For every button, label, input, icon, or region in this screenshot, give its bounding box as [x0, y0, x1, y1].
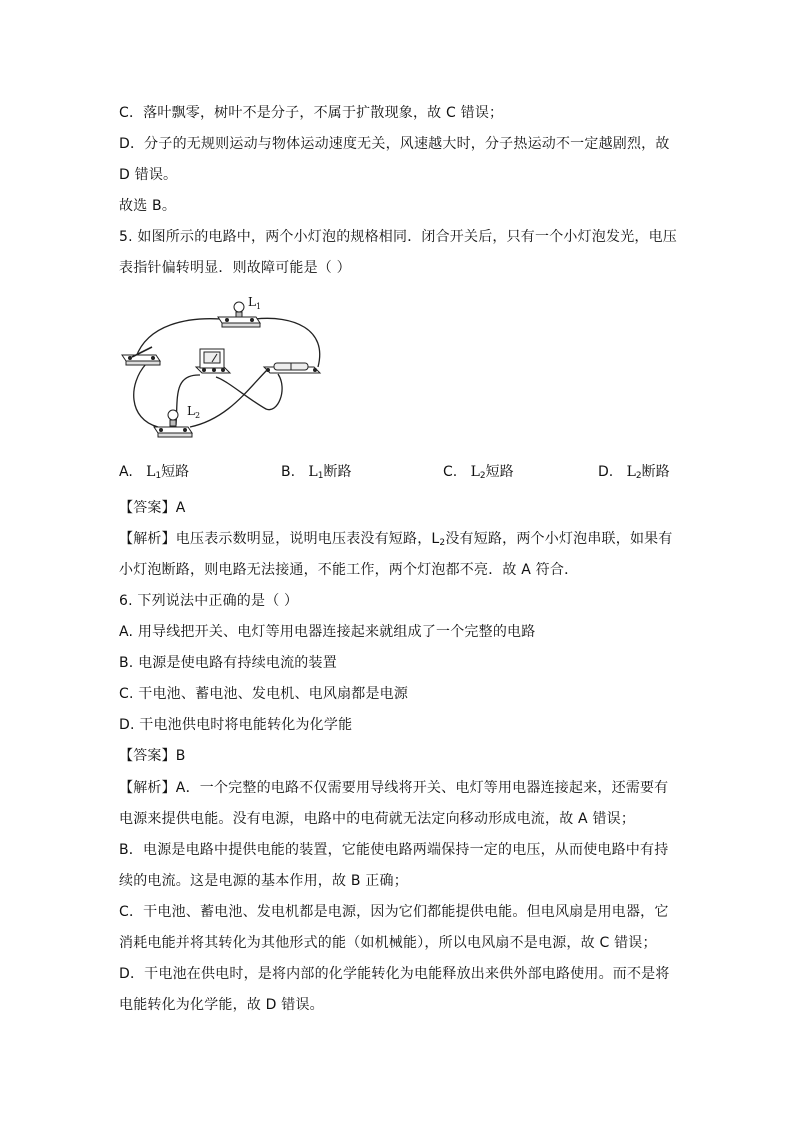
- question-6-stem: 6. 下列说法中正确的是（ ）: [119, 593, 299, 609]
- option-c: [443, 463, 514, 485]
- l1-label-letter: L: [248, 295, 256, 309]
- option-symbol: L: [308, 464, 318, 480]
- option-key: C.: [443, 464, 458, 480]
- q5-explanation-line1: [119, 530, 673, 552]
- option-text: 断路: [641, 464, 670, 480]
- l2-label-sub: 2: [195, 411, 201, 420]
- q6-answer: 【答案】B: [119, 748, 186, 764]
- circuit-diagram: [118, 289, 348, 444]
- option-symbol: L: [470, 464, 480, 480]
- q6-explanation-line: B．电源是电路中提供电能的装置，它能使电路两端保持一定的电压，从而使电路中有持: [119, 842, 669, 858]
- q6-option-a: A. 用导线把开关、电灯等用电器连接起来就组成了一个完整的电路: [119, 624, 536, 640]
- q6-option-d: D. 干电池供电时将电能转化为化学能: [119, 717, 353, 733]
- option-key: B.: [281, 464, 296, 480]
- q6-explanation-line: C．干电池、蓄电池、发电机都是电源，因为它们都能提供电能。但电风扇是用电器，它: [119, 904, 669, 920]
- q5-explanation-line2: 小灯泡断路，则电路无法接通，不能工作，两个灯泡都不亮．故 A 符合．: [119, 562, 579, 578]
- q5-answer: 【答案】A: [119, 500, 186, 516]
- option-symbol-sub: 2: [635, 471, 642, 481]
- option-symbol-sub: 2: [479, 471, 486, 481]
- option-text: 短路: [485, 464, 514, 480]
- q6-explanation-line: D．干电池在供电时，是将内部的化学能转化为电能释放出来供外部电路使用。而不是将: [119, 966, 670, 982]
- l2-label-letter: L: [187, 404, 195, 418]
- q5-expl-a: 【解析】电压表示数明显，说明电压表没有短路，L: [119, 531, 440, 547]
- q5-expl-sub: 2: [439, 538, 446, 548]
- q6-option-b: B. 电源是使电路有持续电流的装置: [119, 655, 337, 671]
- option-symbol: L: [146, 464, 156, 480]
- q5-expl-b: 没有短路，两个小灯泡串联，如果有: [445, 531, 673, 547]
- q6-explanation-line: 消耗电能并将其转化为其他形式的能（如机械能），所以电风扇不是电源，故 C 错误；: [119, 935, 657, 951]
- q6-option-c: C. 干电池、蓄电池、发电机、电风扇都是电源: [119, 686, 409, 702]
- text-line: D．分子的无规则运动与物体运动速度无关，风速越大时，分子热运动不一定越剧烈，故: [119, 136, 670, 152]
- q6-explanation-line: 电源来提供电能。没有电源，电路中的电荷就无法定向移动形成电流，故 A 错误；: [119, 811, 636, 827]
- option-b: [281, 463, 351, 485]
- option-a: [119, 463, 189, 485]
- option-symbol: L: [626, 464, 636, 480]
- option-symbol-sub: 1: [155, 471, 162, 481]
- text-line: 故选 B。: [119, 198, 177, 214]
- text-line: D 错误。: [119, 167, 178, 183]
- question-5-stem-cont: 表指针偏转明显．则故障可能是（ ）: [119, 260, 351, 276]
- question-5-stem: 5. 如图所示的电路中，两个小灯泡的规格相同．闭合开关后，只有一个小灯泡发光，电压: [119, 229, 678, 245]
- q6-explanation-line: 电能转化为化学能，故 D 错误。: [119, 997, 324, 1013]
- option-text: 短路: [161, 464, 190, 480]
- text-line: C．落叶飘零，树叶不是分子，不属于扩散现象，故 C 错误；: [119, 105, 504, 121]
- option-key: D.: [598, 464, 614, 480]
- q6-explanation-line: 续的电流。这是电源的基本作用，故 B 正确；: [119, 873, 408, 889]
- option-text: 断路: [323, 464, 352, 480]
- option-key: A.: [119, 464, 133, 480]
- option-symbol-sub: 1: [317, 471, 324, 481]
- q6-explanation-line: 【解析】A．一个完整的电路不仅需要用导线将开关、电灯等用电器连接起来，还需要有: [119, 780, 669, 796]
- l1-label-sub: 1: [256, 302, 262, 311]
- option-d: [598, 463, 670, 485]
